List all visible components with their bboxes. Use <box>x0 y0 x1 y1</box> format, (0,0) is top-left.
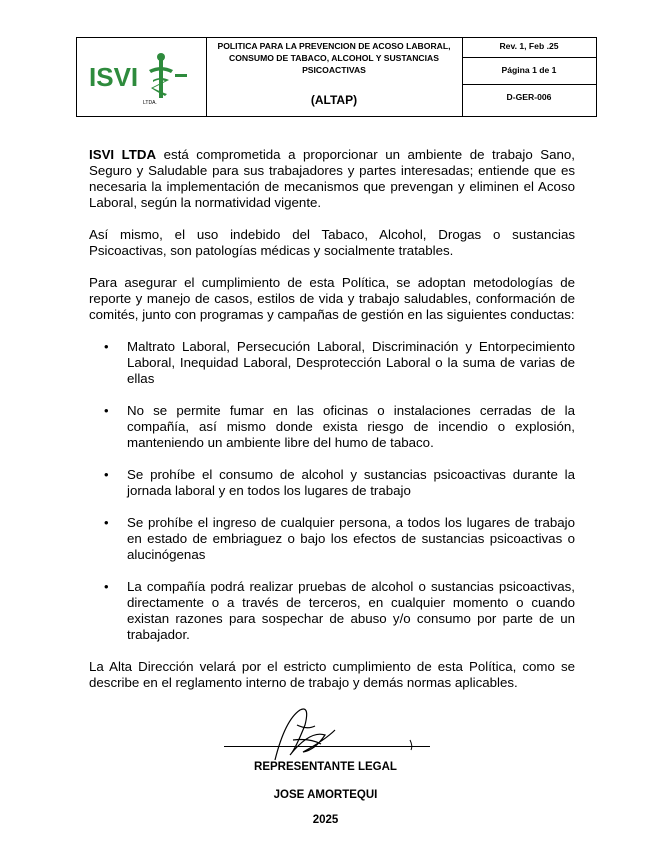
isvi-logo <box>87 50 195 106</box>
policy-body <box>89 147 575 691</box>
policy-title: POLITICA PARA LA PREVENCION DE ACOSO LABORAL, CONSUMO DE TABACO, ALCOHOL Y SUSTANCIAS PSICOACTIVAS <box>217 41 451 75</box>
signature-line <box>224 746 430 747</box>
list-item: • No se permite fumar en las oficinas o instalaciones cerradas de la compañía, así mismo donde exista riesgo de incendio o explosión, manteniendo un ambiente libre del humo de tabaco. <box>104 403 575 450</box>
list-item: • Se prohíbe el ingreso de cualquier persona, a todos los lugares de trabajo en estado de embriaguez o bajo los efectos de sustancias psicoactivas o alucinógenas <box>104 515 575 562</box>
handwritten-signature <box>255 700 415 770</box>
bullet-icon: • <box>104 339 109 354</box>
signature-block <box>0 700 651 845</box>
logo-cell <box>77 38 207 116</box>
bullet-icon: • <box>104 579 109 594</box>
conduct-list <box>89 339 575 643</box>
logo-subtext: LTDA. <box>143 100 157 106</box>
title-cell <box>206 38 463 116</box>
bullet-icon: • <box>104 515 109 530</box>
company-name: ISVI LTDA <box>89 147 157 162</box>
revision-cell <box>462 38 596 116</box>
document-header <box>76 37 597 117</box>
signer-name: JOSE AMORTEQUI <box>273 789 378 801</box>
signer-role: REPRESENTANTE LEGAL <box>254 761 397 773</box>
paragraph-methodology: Para asegurar el cumplimiento de esta Política, se adoptan metodologías de reporte y manejo de casos, estilos de vida y trabajo saludables, conformación de comités, junto con programas y campañas de gestión en las siguientes conductas: <box>89 275 575 322</box>
bullet-icon: • <box>104 403 109 418</box>
policy-acronym: (ALTAP) <box>310 93 358 107</box>
paragraph-substances: Así mismo, el uso indebido del Tabaco, Alcohol, Drogas o sustancias Psicoactivas, son patologías médicas y socialmente tratables. <box>89 227 575 258</box>
page-number: Página 1 de 1 <box>501 65 557 75</box>
signature-year: 2025 <box>312 814 339 826</box>
svg-text:ISVI: ISVI <box>89 62 139 92</box>
revision-text: Rev. 1, Feb .25 <box>499 41 559 51</box>
list-item: • Se prohíbe el consumo de alcohol y sustancias psicoactivas durante la jornada laboral y en todos los lugares de trabajo <box>104 467 575 498</box>
list-item: • La compañía podrá realizar pruebas de alcohol o sustancias psicoactivas, directamente o a través de terceros, en cualquier momento o cuando existan razones para sospechar de abuso y/o consumo por parte de un trabajador. <box>104 579 575 642</box>
paragraph-closing: La Alta Dirección velará por el estricto cumplimiento de esta Política, como se describe en el reglamento interno de trabajo y demás normas aplicables. <box>89 659 575 690</box>
bullet-icon: • <box>104 467 109 482</box>
paragraph-commitment: ISVI LTDA está comprometida a proporcionar un ambiente de trabajo Sano, Seguro y Saludable para sus trabajadores y partes interesadas; entiende que es necesaria la implementación de mecanismos que prevengan y eliminen el Acoso Laboral, según la normatividad vigente. <box>89 147 575 210</box>
document-code: D-GER-006 <box>506 92 552 102</box>
list-item: • Maltrato Laboral, Persecución Laboral, Discriminación y Entorpecimiento Laboral, Inequidad Laboral, Desprotección Laboral o la suma de varias de ellas <box>104 339 575 386</box>
